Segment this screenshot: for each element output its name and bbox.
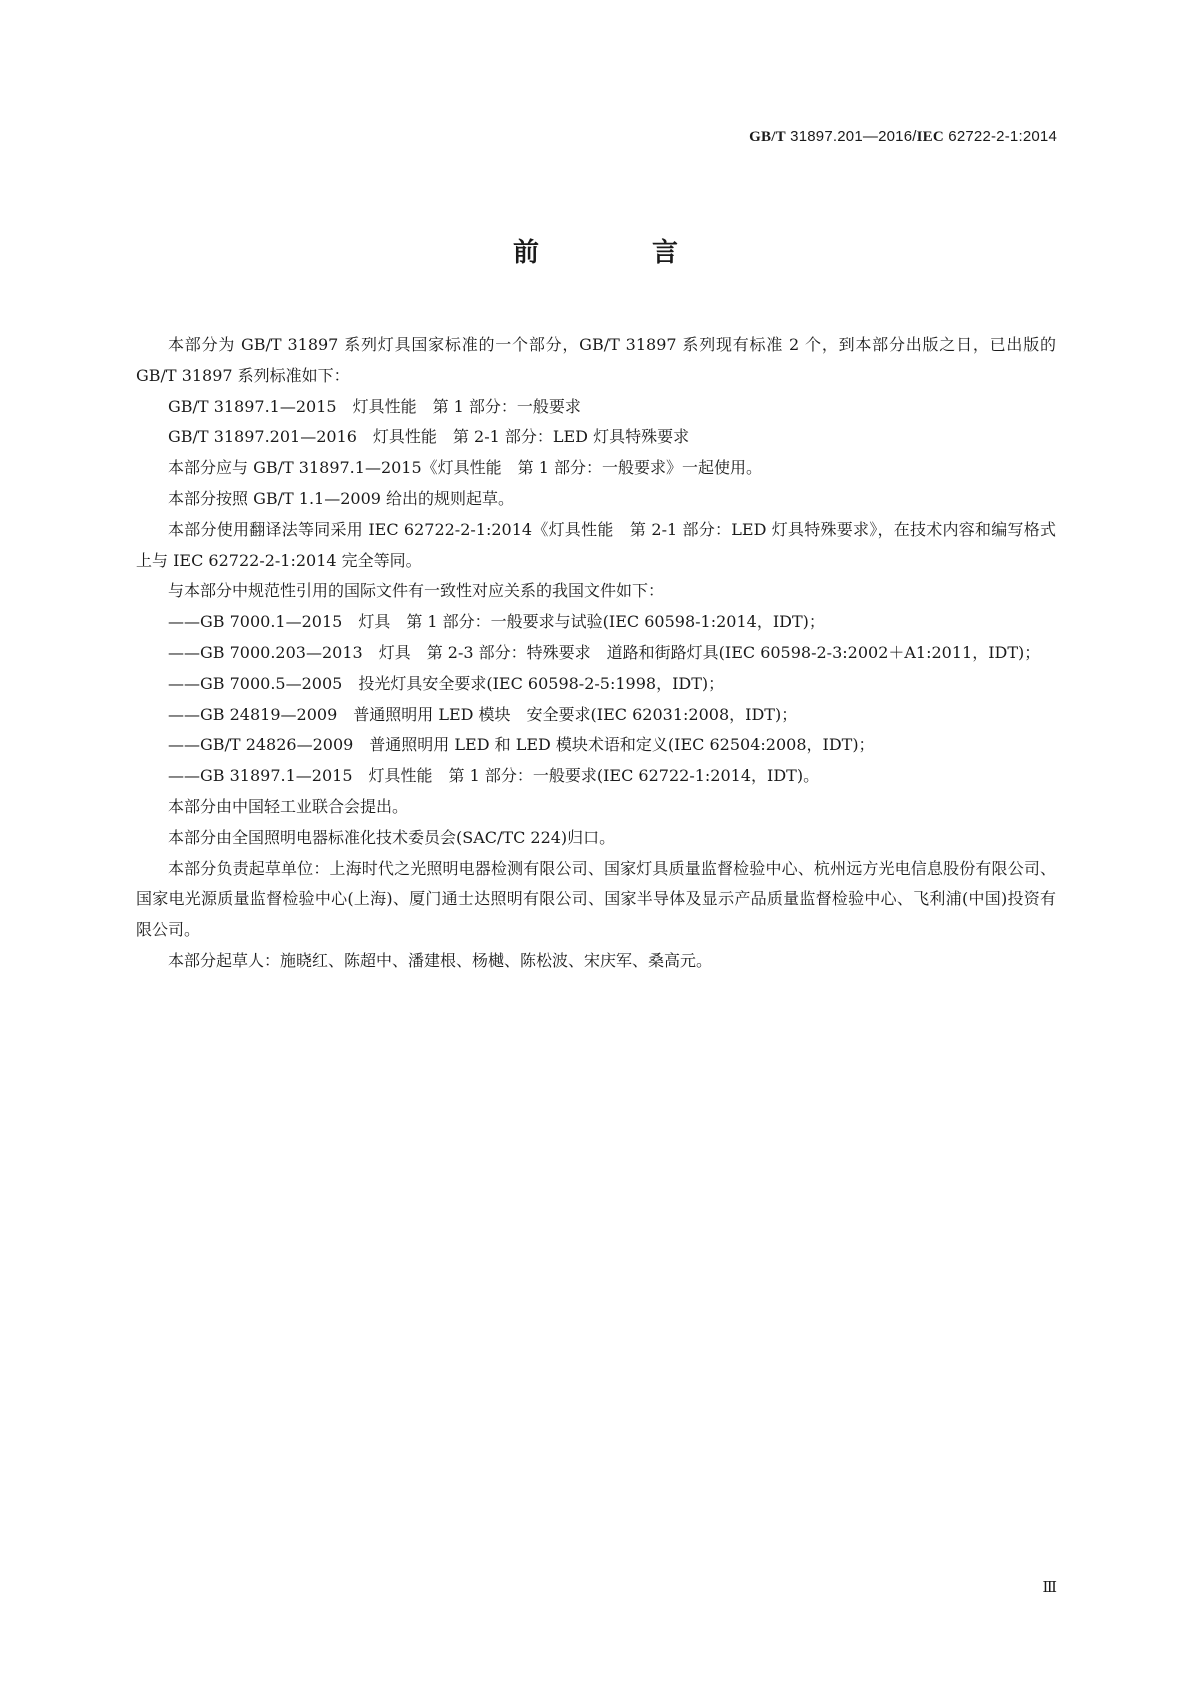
standard-code-header — [749, 128, 1057, 146]
paragraph-committee: 本部分由全国照明电器标准化技术委员会(SAC/TC 224)归口。 — [168, 827, 616, 847]
paragraph-translation: 本部分使用翻译法等同采用 IEC 62722-2-1:2014《灯具性能 第 2-1 部分：LED 灯具特殊要求》，在技术内容和编写格式上与 IEC 62722-2-1:2014 完全等同。 — [136, 519, 1056, 570]
page-title: 前 言 — [512, 238, 731, 268]
standard-code-prefix: GB/T — [749, 129, 786, 145]
reference-item-4: ——GB 24819—2009 普通照明用 LED 模块 安全要求(IEC 62031:2008，IDT)； — [168, 704, 798, 724]
paragraph-drafters: 本部分起草人：施晓红、陈超中、潘建根、杨樾、陈松波、宋庆军、桑高元。 — [168, 950, 713, 970]
paragraph-references-intro: 与本部分中规范性引用的国际文件有一致性对应关系的我国文件如下： — [168, 581, 665, 601]
paragraph-scope: 本部分为 GB/T 31897 系列灯具国家标准的一个部分，GB/T 31897 系列现有标准 2 个，到本部分出版之日，已出版的 GB/T 31897 系列标准如下： — [136, 335, 1062, 385]
reference-item-1: ——GB 7000.1—2015 灯具 第 1 部分：一般要求与试验(IEC 60598-1:2014，IDT)； — [168, 612, 825, 632]
paragraph-use-with: 本部分应与 GB/T 31897.1—2015《灯具性能 第 1 部分：一般要求》一起使用。 — [168, 458, 763, 478]
reference-item-6: ——GB 31897.1—2015 灯具性能 第 1 部分：一般要求(IEC 62722-1:2014，IDT)。 — [168, 766, 820, 786]
published-standard-1: GB/T 31897.1—2015 灯具性能 第 1 部分：一般要求 — [168, 396, 581, 416]
standard-code-number: 31897.201—2016/ — [785, 128, 917, 145]
page-number: Ⅲ — [1042, 1578, 1057, 1596]
published-standard-2: GB/T 31897.201—2016 灯具性能 第 2-1 部分：LED 灯具特殊要求 — [168, 427, 690, 447]
foreword-body — [136, 330, 1062, 977]
reference-item-3: ——GB 7000.5—2005 投光灯具安全要求(IEC 60598-2-5:1998，IDT)； — [168, 673, 725, 693]
paragraph-proposer: 本部分由中国轻工业联合会提出。 — [168, 796, 409, 816]
paragraph-drafting-rules: 本部分按照 GB/T 1.1—2009 给出的规则起草。 — [168, 488, 515, 508]
standard-code-iec-number: 62722-2-1:2014 — [943, 128, 1057, 145]
standard-code-iec: IEC — [916, 129, 944, 145]
paragraph-drafting-units: 本部分负责起草单位：上海时代之光照明电器检测有限公司、国家灯具质量监督检验中心、杭州远方光电信息股份有限公司、国家电光源质量监督检验中心(上海)、厦门通士达照明有限公司、国家半导体及显示产品质量监督检验中心、飞利浦(中国)投资有限公司。 — [136, 858, 1056, 940]
reference-item-2: ——GB 7000.203—2013 灯具 第 2-3 部分：特殊要求 道路和街路灯具(IEC 60598-2-3:2002＋A1:2011，IDT)； — [168, 642, 1041, 662]
reference-item-5: ——GB/T 24826—2009 普通照明用 LED 和 LED 模块术语和定义(IEC 62504:2008，IDT)； — [168, 735, 875, 755]
